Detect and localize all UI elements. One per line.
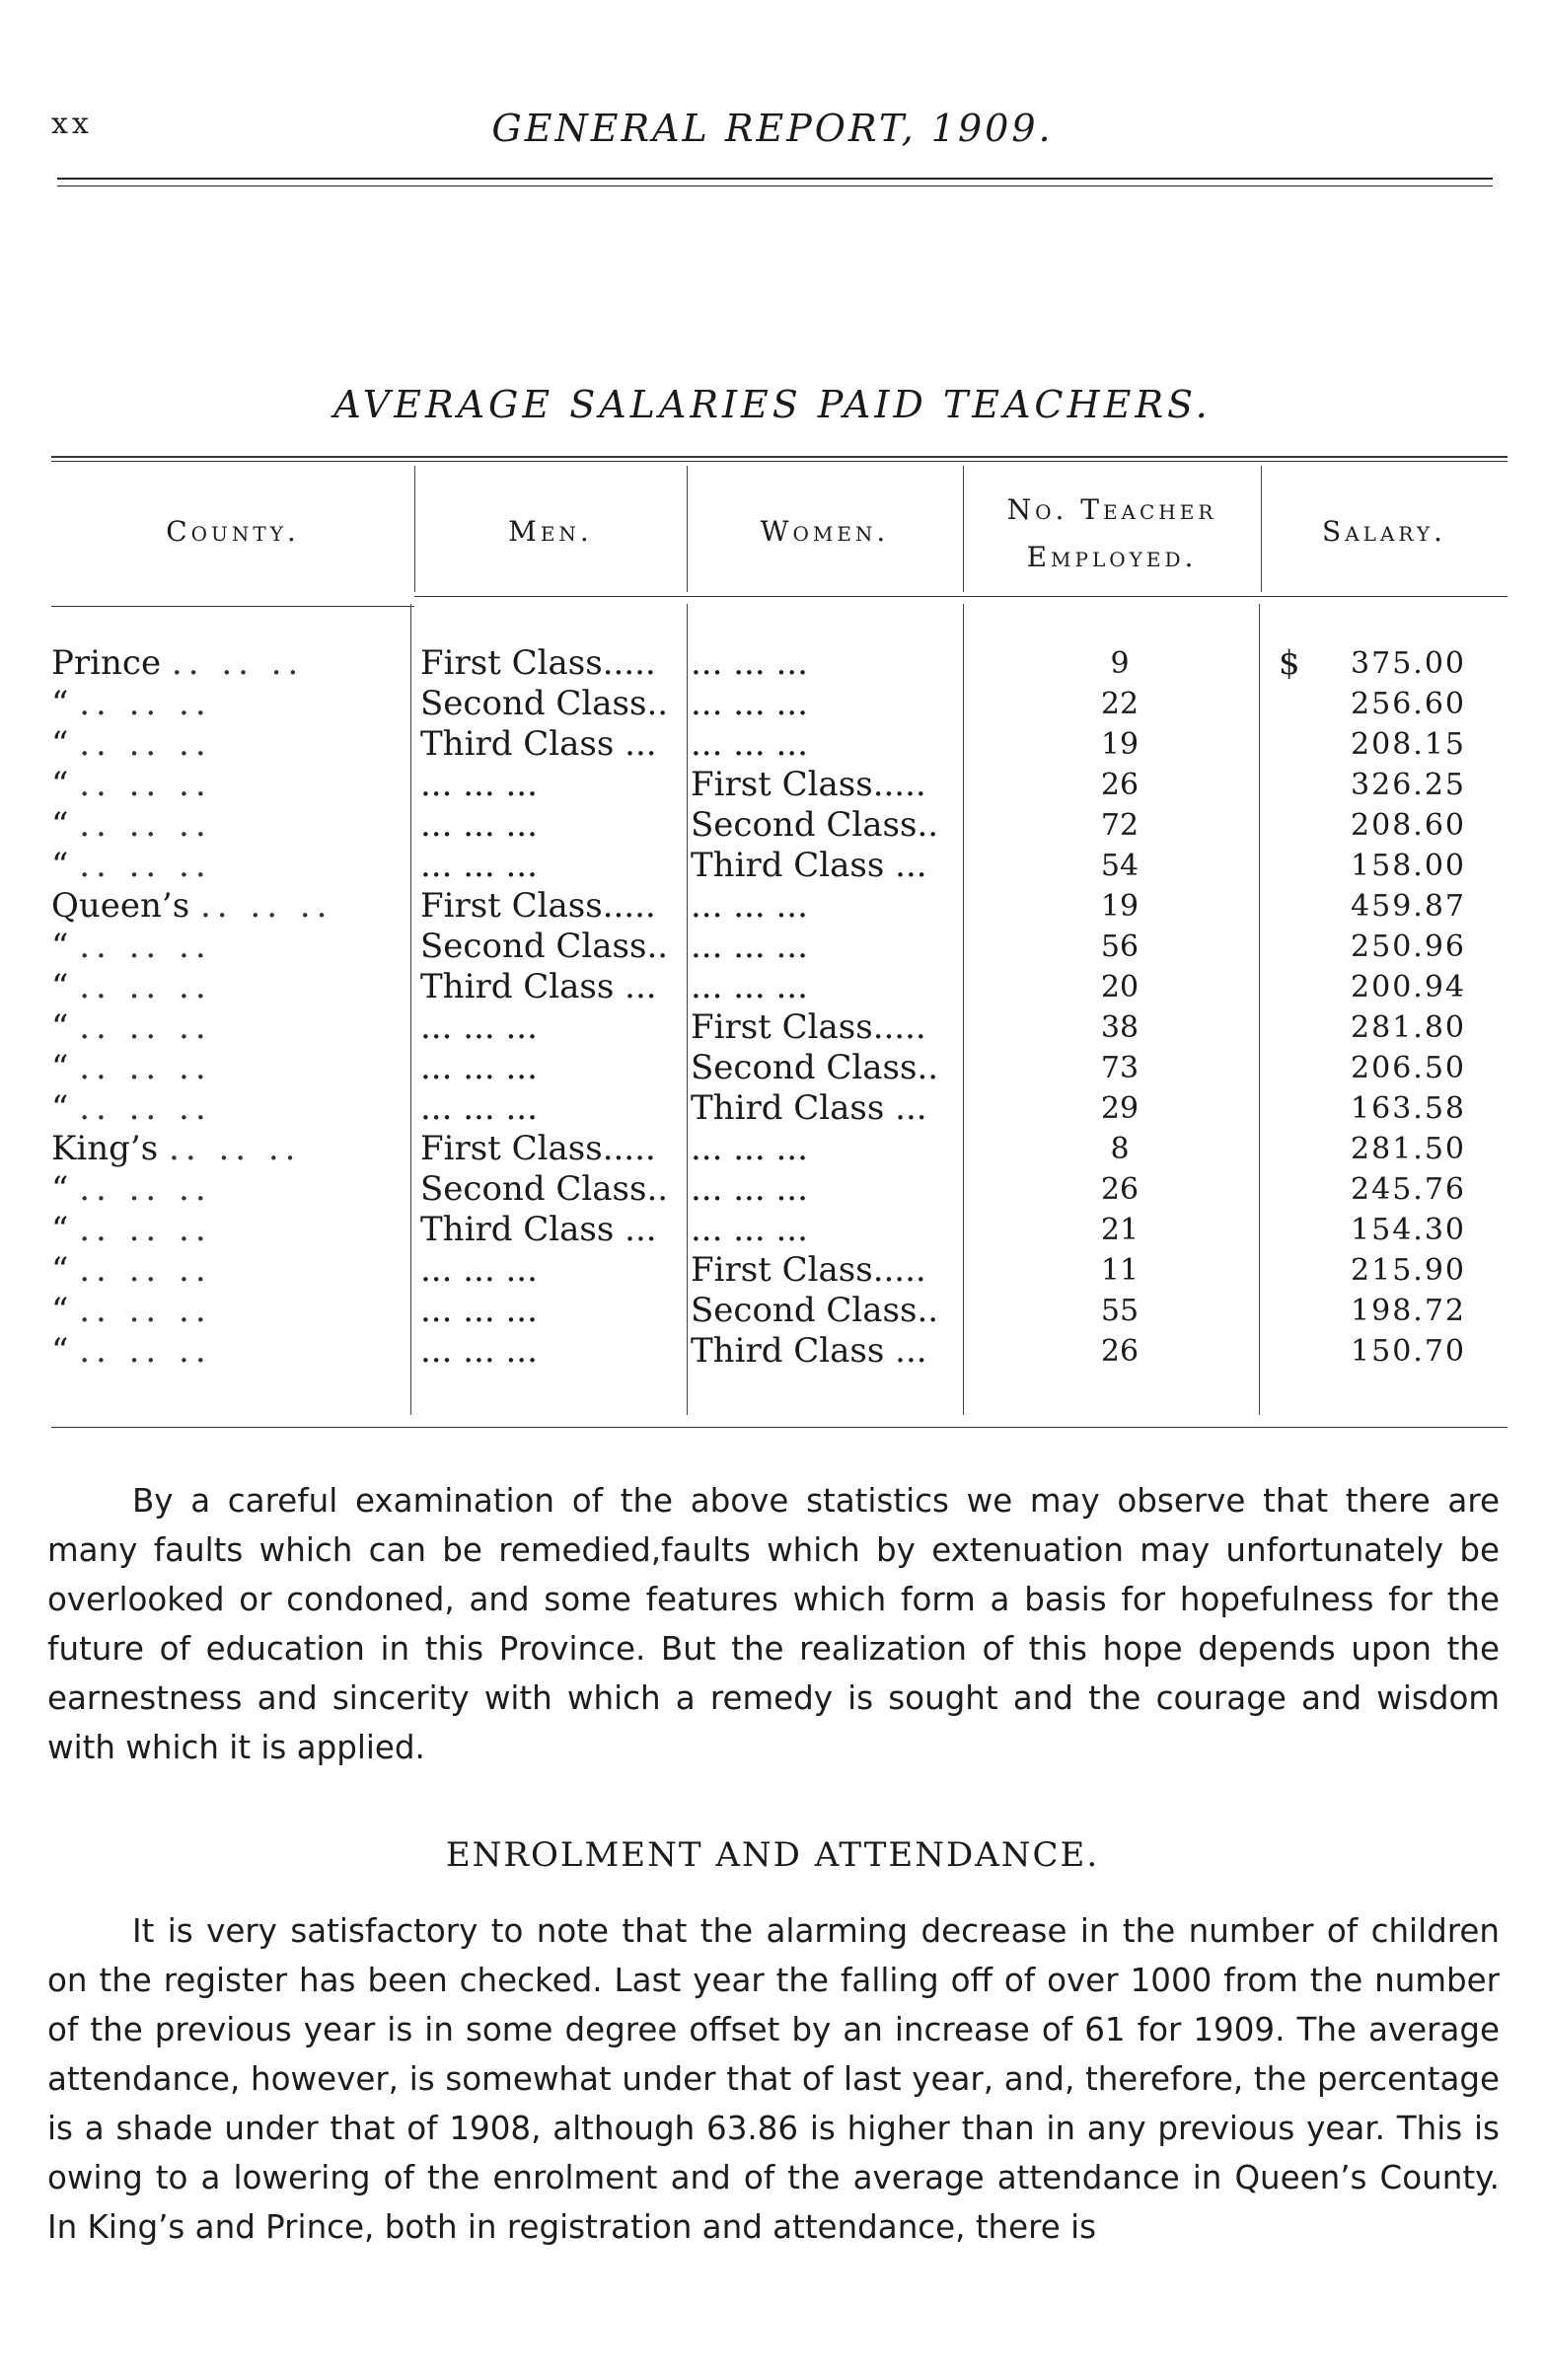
section-heading: ENROLMENT AND ATTENDANCE. [445,1835,1100,1875]
teachers-cell: 29 [1100,1091,1140,1126]
women-cell: ... ... ... [691,1210,808,1249]
header-men: Men. [508,515,593,548]
county-name: “ [51,1331,69,1371]
header-women: Women. [760,515,890,548]
salary-cell: 208.60 [1351,808,1466,843]
header-teachers-line1: No. Teacher [1006,493,1217,526]
men-cell: Third Class ... [420,967,657,1006]
county-name: “ [51,1291,69,1330]
teachers-cell: 38 [1100,1010,1140,1045]
women-cell: Third Class ... [691,846,927,885]
women-cell: Second Class.. [691,1048,939,1087]
county-cell [51,886,406,927]
table-row [0,724,1545,765]
teachers-cell: 8 [1110,1132,1130,1166]
women-cell: ... ... ... [691,1169,808,1209]
teachers-cell: 26 [1100,1334,1140,1369]
table-row [0,1129,1545,1169]
county-name: “ [51,724,69,764]
salary-cell: 163.58 [1351,1091,1466,1126]
teachers-cell: 26 [1100,768,1140,802]
county-cell [51,1129,406,1169]
leader-dots: .. .. .. [79,927,212,966]
running-head [0,107,1545,156]
paragraph-text: By a careful examination of the above statistics we may observe that there are many faults which can be remedied,faults which by extenuation may unfortunately be overlooked or condoned, and some features which form a basis for hopefulness for the future of education in this Province. But the realization of this hope depends upon the earnestness and sincerity with which a remedy is sought and the courage and wisdom with which it is applied. [47,1482,1500,1766]
county-cell [51,1169,406,1210]
teachers-cell: 9 [1110,646,1130,681]
salary-cell: 375.00 [1351,646,1466,681]
salary-cell: 158.00 [1351,849,1466,883]
county-name: “ [51,1210,69,1249]
county-name: “ [51,967,69,1006]
teachers-cell: 11 [1100,1253,1140,1288]
leader-dots: .. .. .. [79,684,212,723]
salary-cell: 215.90 [1351,1253,1466,1288]
table-row [0,967,1545,1007]
running-title: GENERAL REPORT, 1909. [491,107,1054,150]
women-cell: First Class..... [691,1250,926,1290]
header-rule-thick [57,178,1493,180]
table-row [0,1007,1545,1048]
header-county: County. [166,515,300,548]
leader-dots: .. .. .. [79,805,212,845]
county-cell [51,643,406,684]
county-name: Queen’s [51,886,190,926]
salary-cell: 326.25 [1351,768,1466,802]
leader-dots: .. .. .. [79,1250,212,1290]
county-cell [51,927,406,967]
header-bottom-rule [51,606,414,607]
women-cell: First Class..... [691,765,926,804]
salary-cell: 208.15 [1351,727,1466,762]
county-cell [51,1331,406,1372]
women-cell: Third Class ... [691,1331,927,1371]
county-name: “ [51,684,69,723]
county-name: “ [51,927,69,966]
county-name: King’s [51,1129,159,1168]
salary-cell: 206.50 [1351,1051,1466,1085]
teachers-cell: 72 [1100,808,1140,843]
salary-cell: 245.76 [1351,1172,1466,1207]
table-row [0,846,1545,886]
salary-cell: 281.80 [1351,1010,1466,1045]
teachers-cell: 73 [1100,1051,1140,1085]
county-cell [51,1291,406,1331]
table-row [0,927,1545,967]
county-name: “ [51,1088,69,1128]
table-row [0,765,1545,805]
teachers-cell: 26 [1100,1172,1140,1207]
county-name: “ [51,765,69,804]
women-cell: ... ... ... [691,643,808,683]
men-cell: ... ... ... [420,805,538,845]
men-cell: First Class..... [420,643,656,683]
county-cell [51,724,406,765]
men-cell: ... ... ... [420,765,538,804]
leader-dots: .. .. .. [79,1048,212,1087]
men-cell: Second Class.. [420,927,669,966]
leader-dots: .. .. .. [79,765,212,804]
county-cell [51,1048,406,1088]
teachers-cell: 20 [1100,970,1140,1004]
teachers-cell: 19 [1100,889,1140,924]
table-row [0,805,1545,846]
leader-dots: .. .. .. [79,1169,212,1209]
women-cell: ... ... ... [691,724,808,764]
county-cell [51,1210,406,1250]
header-bottom-rule [414,596,1508,597]
men-cell: ... ... ... [420,1048,538,1087]
table-row [0,643,1545,684]
men-cell: Third Class ... [420,724,657,764]
teachers-cell: 19 [1100,727,1140,762]
salary-cell: 150.70 [1351,1334,1466,1369]
county-cell [51,1007,406,1048]
currency-symbol: $ [1279,643,1300,683]
teachers-cell: 56 [1100,930,1140,964]
teachers-cell: 54 [1100,849,1140,883]
county-name: Prince [51,643,162,683]
county-name: “ [51,1007,69,1047]
county-cell [51,1088,406,1129]
header-salary: Salary. [1322,515,1446,548]
men-cell: Second Class.. [420,1169,669,1209]
leader-dots: .. .. .. [169,1129,302,1168]
leader-dots: .. .. .. [199,886,333,926]
salary-cell: 154.30 [1351,1213,1466,1247]
table-row [0,684,1545,724]
leader-dots: .. .. .. [79,1210,212,1249]
men-cell: First Class..... [420,886,656,926]
leader-dots: .. .. .. [79,846,212,885]
men-cell: Third Class ... [420,1210,657,1249]
county-cell [51,967,406,1007]
county-name: “ [51,1250,69,1290]
men-cell: ... ... ... [420,1007,538,1047]
table-title: AVERAGE SALARIES PAID TEACHERS. [333,383,1212,426]
leader-dots: .. .. .. [79,1007,212,1047]
men-cell: ... ... ... [420,1088,538,1128]
table-row [0,1169,1545,1210]
salary-cell: 459.87 [1351,889,1466,924]
salary-cell: 200.94 [1351,970,1466,1004]
leader-dots: .. .. .. [79,1291,212,1330]
women-cell: ... ... ... [691,684,808,723]
leader-dots: .. .. .. [79,1088,212,1128]
table-row [0,1291,1545,1331]
leader-dots: .. .. .. [79,724,212,764]
county-cell [51,684,406,724]
table-row [0,1088,1545,1129]
table-top-rule [51,456,1508,458]
women-cell: Second Class.. [691,1291,939,1330]
women-cell: ... ... ... [691,1129,808,1168]
table-bottom-rule [51,1427,1508,1428]
table-top-rule-thin [51,461,1508,462]
men-cell: ... ... ... [420,1291,538,1330]
women-cell: ... ... ... [691,927,808,966]
leader-dots: .. .. .. [171,643,305,683]
women-cell: Second Class.. [691,805,939,845]
teachers-cell: 55 [1100,1294,1140,1328]
county-name: “ [51,1048,69,1087]
county-name: “ [51,1169,69,1209]
women-cell: ... ... ... [691,967,808,1006]
women-cell: ... ... ... [691,886,808,926]
county-cell [51,1250,406,1291]
men-cell: ... ... ... [420,1250,538,1290]
county-cell [51,805,406,846]
teachers-cell: 21 [1100,1213,1140,1247]
salary-cell: 198.72 [1351,1294,1466,1328]
paragraph-analysis [47,1476,1500,1772]
men-cell: Second Class.. [420,684,669,723]
salary-cell: 256.60 [1351,687,1466,721]
county-cell [51,765,406,805]
header-teachers-line2: Employed. [1026,541,1198,573]
teachers-cell: 22 [1100,687,1140,721]
page-number: xx [51,107,93,141]
paragraph-enrolment [47,1906,1500,2252]
table-row [0,1210,1545,1250]
county-name: “ [51,805,69,845]
paragraph-text: It is very satisfactory to note that the alarming decrease in the number of children on the register has been checked. Last year the falling off of over 1000 from the number of the previous year is in some degree offset by an increase of 61 for 1909. The average attendance, however, is somewhat under that of last year, and, therefore, the percentage is a shade under that of 1908, although 63.86 is higher than in any previous year. This is owing to a lowering of the enrolment and of the average attendance in Queen’s County. In King’s and Prince, both in registration and attendance, there is [47,1912,1500,2246]
women-cell: First Class..... [691,1007,926,1047]
salary-cell: 281.50 [1351,1132,1466,1166]
leader-dots: .. .. .. [79,967,212,1006]
men-cell: ... ... ... [420,1331,538,1371]
salary-cell: 250.96 [1351,930,1466,964]
men-cell: ... ... ... [420,846,538,885]
women-cell: Third Class ... [691,1088,927,1128]
table-row [0,886,1545,927]
county-name: “ [51,846,69,885]
table-row [0,1048,1545,1088]
men-cell: First Class..... [420,1129,656,1168]
table-row [0,1331,1545,1372]
table-row [0,1250,1545,1291]
county-cell [51,846,406,886]
leader-dots: .. .. .. [79,1331,212,1371]
